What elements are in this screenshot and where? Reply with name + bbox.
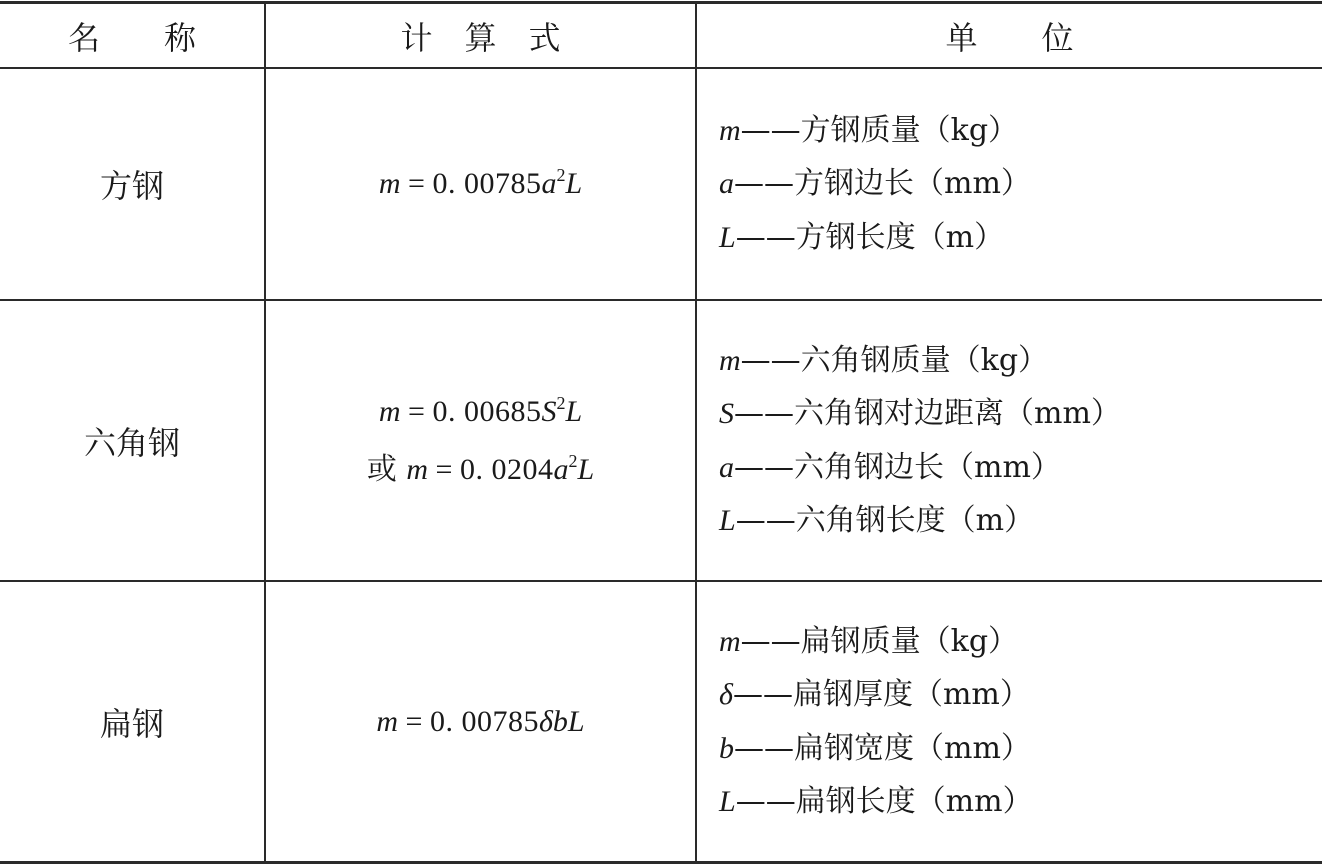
header-name-cell — [0, 4, 264, 67]
row-3-formula-cell — [266, 582, 695, 861]
row-name: 方钢 — [99, 167, 164, 205]
unit-line: δ——扁钢厚度（mm） — [719, 677, 1030, 712]
row-2-name-cell — [0, 301, 264, 580]
formula-line: m = 0. $00685S^2L$ — [378, 392, 583, 428]
header-unit: 单 位 — [945, 18, 1074, 57]
unit-line: b——扁钢宽度（mm） — [719, 730, 1031, 766]
formula-lhs: m — [378, 167, 401, 200]
row-1-formula-cell — [266, 69, 695, 299]
unit-line: L——扁钢长度（mm） — [719, 784, 1033, 819]
row-1-name-cell — [0, 69, 264, 299]
formula-coefficient: 0. 00785 — [432, 167, 542, 200]
header-formula: 计 算 式 — [400, 18, 561, 57]
formula-line: 或 m = 0. $0204a^2L$ — [366, 450, 595, 487]
row-2-formula-cell — [266, 301, 695, 580]
unit-line: m——扁钢质量（kg） — [719, 623, 1019, 659]
row-name: 扁钢 — [99, 704, 164, 743]
unit-line: L——六角钢长度（m） — [719, 503, 1035, 538]
row-3-unit-cell — [697, 582, 1322, 861]
unit-line: L——方钢长度（m） — [719, 219, 1005, 255]
formula-line: m = 0. $00785a^2L$ — [378, 165, 583, 200]
unit-line: a——方钢边长（mm） — [719, 166, 1031, 202]
unit-line: S——六角钢对边距离（mm） — [719, 396, 1121, 431]
header-name: 名 称 — [67, 18, 196, 57]
unit-line: a——六角钢边长（mm） — [719, 449, 1061, 485]
header-formula-cell — [266, 4, 695, 67]
unit-line: m——方钢质量（kg） — [719, 112, 1019, 148]
bottom-rule — [0, 861, 1322, 864]
header-unit-cell — [697, 4, 1322, 67]
unit-line: m——六角钢质量（kg） — [719, 342, 1049, 378]
row-2-unit-cell — [697, 301, 1322, 580]
row-1-unit-cell — [697, 69, 1322, 299]
row-name: 六角钢 — [83, 423, 180, 462]
formula-line: m = 0. 00785δbL — [376, 704, 585, 738]
row-3-name-cell — [0, 582, 264, 861]
